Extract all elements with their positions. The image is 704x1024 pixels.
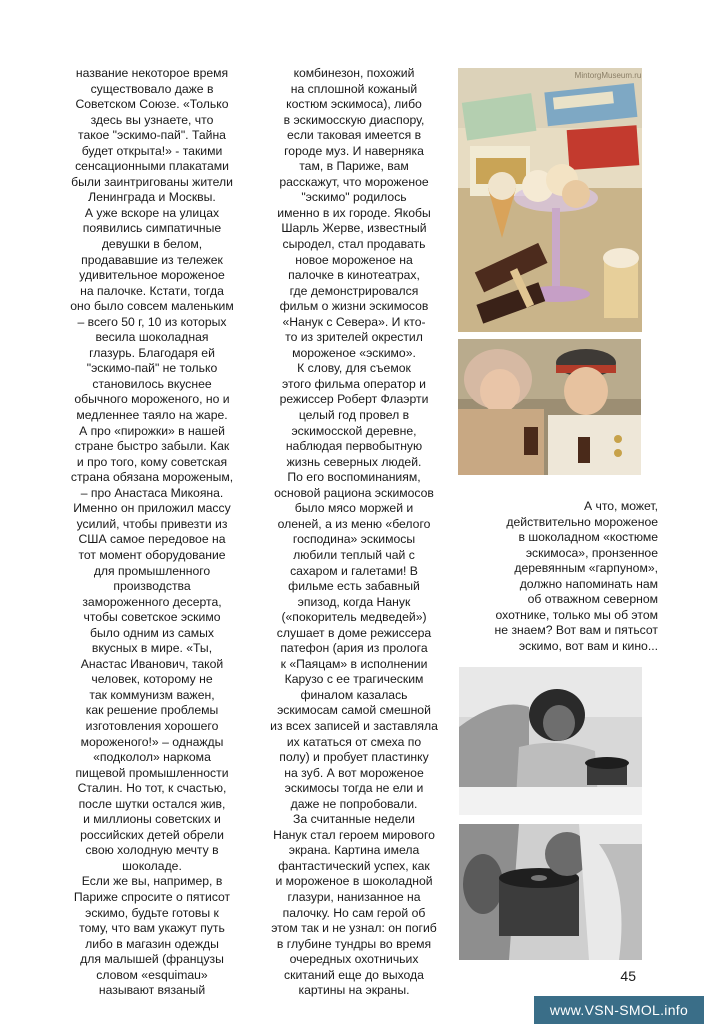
column2-line: на зуб. А вот мороженое [284, 765, 424, 780]
column2-line: даже не попробовали. [290, 796, 418, 811]
column1-line: были заинтригованы жители [71, 174, 233, 189]
column1-line: сенсационными плакатами [75, 159, 229, 174]
column2-line: наблюдая первобытную [285, 439, 423, 454]
column1-line: замороженного десерта, [82, 594, 222, 609]
column1-line: для малышей (французы [80, 952, 224, 967]
column2-line: городе муз. И наверняка [284, 143, 424, 158]
column2-line: патефон (ария из пролога [280, 641, 428, 656]
column1-line: А про «пирожки» в нашей [79, 423, 225, 438]
children-eating-eskimo-image [458, 339, 641, 475]
column1-line: обычного мороженого, но и [74, 392, 230, 407]
column2-line: новое мороженое на [295, 252, 413, 267]
gramophone-closeup-photo [459, 824, 642, 960]
column1-line: пищевой промышленности [75, 765, 229, 780]
column2-line: скитаний еще до выхода [284, 967, 424, 982]
column1-line: – про Анастаса Микояна. [80, 485, 224, 500]
column1-line: Именно он приложил массу [73, 501, 231, 516]
caption-line: охотнике, только мы об этом [495, 607, 658, 622]
column2-line: мороженое «эскимо». [292, 345, 416, 360]
page-number: 45 [620, 968, 636, 984]
column2-line: господина» эскимосы [292, 532, 416, 547]
column2-line: к «Паяцам» в исполнении [280, 656, 428, 671]
column2-line: и мороженое в шоколадной [275, 874, 433, 889]
column1-line: для промышленного [93, 563, 211, 578]
column1-line: либо в магазин одежды [85, 936, 219, 951]
column1-line: и про того, кому советская [76, 454, 228, 469]
column1-line: продававшие из тележек [81, 252, 223, 267]
column2-line: если таковая имеется в [286, 128, 422, 143]
column2-line: слушает в доме режиссера [276, 625, 432, 640]
column1-line: изготовления хорошего [85, 718, 219, 733]
column2-line: там, в Париже, вам [299, 159, 409, 174]
column1-line: весила шоколадная [95, 330, 209, 345]
column1-line: оно было совсем маленьким [70, 299, 234, 314]
caption-line: об отважном северном [527, 592, 658, 607]
column1-line: так коммунизм важен, [89, 687, 215, 702]
caption-line: деревянным «гарпуном», [514, 561, 658, 576]
column1-line: существовало даже в [90, 81, 214, 96]
column1-line: производства [113, 579, 191, 594]
column2-line: эскимосской деревне, [291, 423, 417, 438]
column1-line: после шутки остался жив, [78, 796, 226, 811]
column1-line: Анастас Иванович, такой [80, 656, 224, 671]
column2-line: в глубине тундры во время [276, 936, 432, 951]
nanook-gramophone-photo [459, 667, 642, 815]
column1-line: Париже спросите о пятисот [73, 889, 231, 904]
column2-line: в эскимосскую диаспору, [283, 112, 425, 127]
column2-line: оленей, а из меню «белого [277, 516, 431, 531]
ice-cream-poster-image [458, 68, 642, 332]
museum-watermark-text: MintorgMuseum.ru [574, 71, 642, 80]
column2-line: эскимосам самой смешной [277, 703, 431, 718]
column1-line: вкусных в мире. «Ты, [91, 641, 213, 656]
column1-line: чтобы советское эскимо [83, 610, 221, 625]
column2-line: финалом казалась [300, 687, 408, 702]
column2-line: режиссер Роберт Флаэрти [279, 392, 429, 407]
column1-line: Советском Союзе. «Только [75, 97, 229, 112]
column2-line: К слову, для съемок [297, 361, 411, 376]
column2-line: экрана. Картина имела [288, 843, 420, 858]
column1-line: и миллионы советских и [83, 812, 221, 827]
caption-line: должно напоминать нам [519, 576, 658, 591]
column2-line: фильм о жизни эскимосов [279, 299, 429, 314]
column1-line: А уже вскоре на улицах [84, 205, 220, 220]
caption-line: эскимоса», пронзенное [525, 545, 658, 560]
column1-line: российских детей обрели [80, 827, 224, 842]
site-watermark[interactable]: www.VSN-SMOL.info [534, 996, 704, 1024]
column2-line: сахаром и галетами! В [290, 563, 418, 578]
column1-line: "эскимо-пай" не только [86, 361, 218, 376]
column2-line: жизнь северных людей. [286, 454, 422, 469]
column2-line: основой рациона эскимосов [274, 485, 434, 500]
column2-line: костюм эскимоса), либо [286, 97, 422, 112]
text-column-2 [254, 66, 454, 999]
column1-line: «подколол» наркома [93, 750, 211, 765]
column1-line: мороженого!» – однажды [80, 734, 224, 749]
column1-line: США самое передовое на [78, 532, 226, 547]
column2-line: Карузо с ее трагическим [284, 672, 424, 687]
column1-line: будет открыта!» - такими [81, 143, 223, 158]
caption-line: не знаем? Вот вам и пятьсот [494, 623, 658, 638]
column1-line: Если же вы, например, в [81, 874, 223, 889]
column1-line: словом «esquimau» [96, 967, 208, 982]
column1-line: страна обязана мороженым, [70, 470, 234, 485]
column2-line: фантастический успех, как [278, 858, 430, 873]
caption-line: в шоколадном «костюме [518, 530, 658, 545]
column2-line: на сплошной кожаный [290, 81, 418, 96]
column2-line: расскажут, что мороженое [279, 174, 429, 189]
caption-line: действительно мороженое [506, 514, 658, 529]
column1-line: появились симпатичные [82, 221, 222, 236]
caption-line: А что, может, [583, 499, 658, 513]
column1-line: называют вязаный [98, 983, 206, 998]
column2-line: фильме есть забавный [288, 579, 420, 594]
caption-line: эскимо, вот вам и кино... [518, 638, 658, 653]
column2-line: где демонстрировался [289, 283, 419, 298]
column1-line: удивительное мороженое [79, 268, 225, 283]
column1-line: свою холодную мечту в [85, 843, 219, 858]
column2-line: эпизод, когда Нанук [297, 594, 411, 609]
column1-line: Сталин. Но тот, к счастью, [77, 781, 227, 796]
column1-line: человек, которому не [91, 672, 213, 687]
column2-line: этом так и не узнал: он погиб [271, 921, 437, 936]
column2-line: их кататься от смеха по [286, 734, 422, 749]
column2-line: палочку. Но сам герой об [282, 905, 426, 920]
column1-line: шоколаде. [122, 858, 182, 873]
photo-caption [458, 499, 658, 654]
column2-line: "эскимо" родилось [301, 190, 407, 205]
column2-line: эскимосы тогда не ели и [284, 781, 424, 796]
column1-line: тому, что вам укажут путь [79, 921, 225, 936]
column2-line: сыродел, стал продавать [282, 237, 426, 252]
column2-line: «Нанук с Севера». И кто- [282, 314, 426, 329]
column2-line: из всех записей и заставляла [270, 718, 438, 733]
column2-line: палочке в кинотеатрах, [288, 268, 420, 283]
column2-line: картины на экраны. [298, 983, 410, 998]
column1-line: девушки в белом, [101, 237, 203, 252]
column2-line: полу) и пробует пластинку [279, 750, 429, 765]
column1-line: стране быстро забыли. Как [74, 439, 230, 454]
column2-line: За считанные недели [293, 812, 415, 827]
column1-line: было одним из самых [90, 625, 214, 640]
column1-line: тот момент оборудование [78, 547, 226, 562]
column1-line: здесь вы узнаете, что [90, 112, 214, 127]
text-column-1 [52, 66, 252, 999]
column1-line: как решение проблемы [85, 703, 219, 718]
column1-line: эскимо, будьте готовы к [85, 905, 219, 920]
column2-line: любили теплый чай с [293, 547, 415, 562]
column2-line: то из зрителей окрестил [285, 330, 423, 345]
column1-line: становилось вкуснее [92, 376, 212, 391]
column2-line: было мясо моржей и [294, 501, 414, 516]
column1-line: усилий, чтобы привезти из [76, 516, 228, 531]
column1-line: – всего 50 г, 10 из которых [77, 314, 227, 329]
column1-line: Ленинграда и Москвы. [88, 190, 216, 205]
column2-line: этого фильма оператор и [282, 376, 426, 391]
column2-line: («покоритель медведей») [281, 610, 427, 625]
column1-line: название некоторое время [75, 66, 229, 80]
column2-line: Нанук стал героем мирового [273, 827, 435, 842]
column1-line: медленнее таяло на жаре. [76, 408, 228, 423]
column2-line: целый год провел в [298, 408, 410, 423]
column1-line: такое "эскимо-пай". Тайна [78, 128, 226, 143]
column2-line: Шарль Жерве, известный [281, 221, 427, 236]
column1-line: на палочке. Кстати, тогда [80, 283, 224, 298]
column2-line: очередных охотничьих [289, 952, 419, 967]
column1-line: глазурь. Благодаря ей [89, 345, 215, 360]
column2-line: глазури, нанизанное на [287, 889, 421, 904]
column2-line: По его воспоминаниям, [287, 470, 421, 485]
column2-line: комбинезон, похожий [293, 66, 415, 80]
column2-line: именно в их городе. Якобы [277, 205, 431, 220]
